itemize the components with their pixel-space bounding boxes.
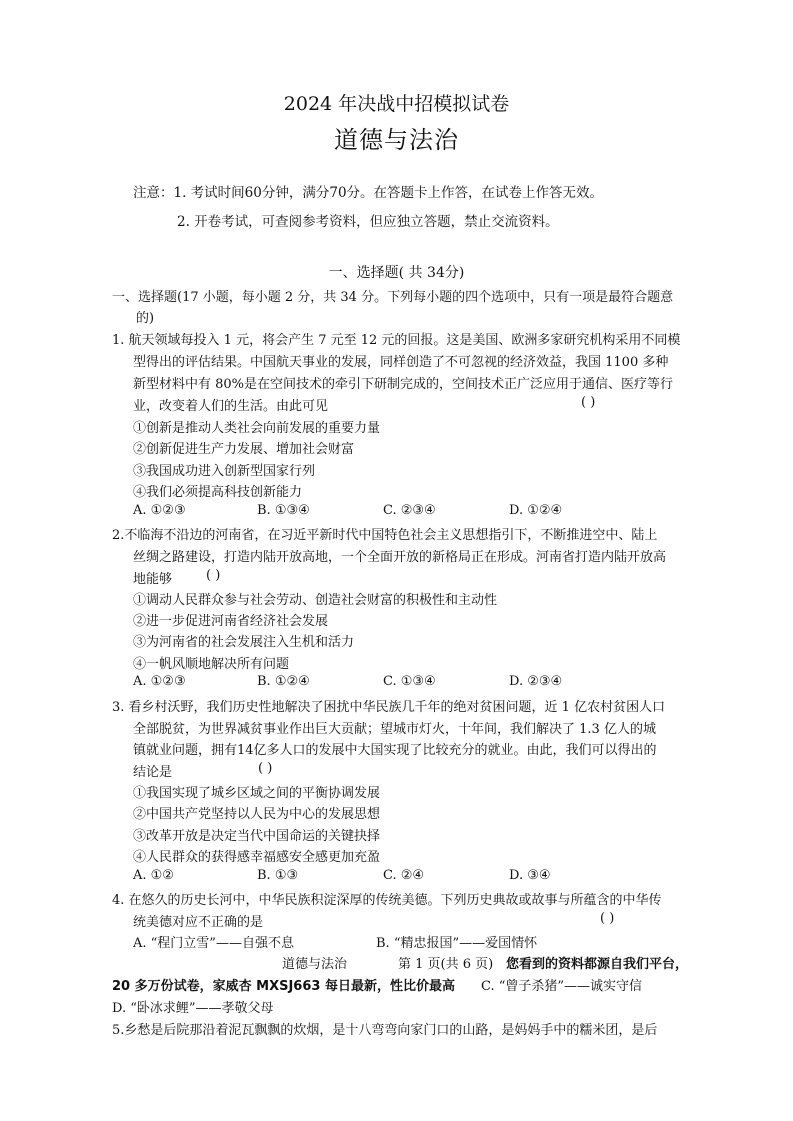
q2-option-d[interactable]: D. ②③④: [509, 674, 563, 689]
q2-statement-3: ③为河南省的社会发展注入生机和活力: [133, 635, 355, 650]
q3-statement-2: ②中国共产党坚持以人民为中心的发展思想: [133, 807, 381, 822]
exam-title: 2024 年决战中招模拟试卷: [283, 93, 510, 115]
q1-statement-3: ③我国成功进入创新型国家行列: [133, 464, 316, 479]
q1-option-a[interactable]: A. ①②③: [133, 503, 186, 518]
footer-page-number: 第 1 页(共 6 页): [398, 957, 494, 972]
q1-stem-line-3: 新型材料中有 80%是在空间技术的牵引下研制完成的，空间技术正广泛应用于通信、医疗等行: [133, 377, 674, 392]
q4-option-d[interactable]: D. “卧冰求鲤”——孝敬父母: [112, 1001, 274, 1016]
q1-option-b[interactable]: B. ①③④: [257, 503, 310, 518]
section-heading: 一、选择题( 共 34分): [328, 265, 465, 281]
q1-option-c[interactable]: C. ②③④: [383, 503, 436, 518]
q4-stem-line-1: 4. 在悠久的历史长河中，中华民族积淀深厚的传统美德。下列历史典故或故事与所蕴含的中华传: [112, 893, 662, 908]
q2-statement-2: ②进一步促进河南省经济社会发展: [133, 614, 329, 629]
footer-subject: 道德与法治: [282, 957, 348, 972]
notice-line-1: 注意：1. 考试时间60分钟，满分70分。在答题卡上作答，在试卷上作答无效。: [133, 185, 604, 201]
q3-stem-line-2: 全部脱贫，为世界减贫事业作出巨大贡献；望城市灯火，十年间，我们解决了 1.3 亿人的城: [133, 722, 656, 737]
q3-answer-paren: ( ): [258, 761, 273, 776]
q3-statement-1: ①我国实现了城乡区域之间的平衡协调发展: [133, 786, 381, 801]
q2-option-c[interactable]: C. ①③④: [383, 674, 436, 689]
q2-statement-1: ①调动人民群众参与社会劳动、创造社会财富的积极性和主动性: [133, 593, 498, 608]
q1-answer-paren: ( ): [581, 395, 596, 410]
q3-option-a[interactable]: A. ①②: [133, 868, 174, 883]
q4-option-a[interactable]: A. “程门立雪”——自强不息: [133, 936, 294, 951]
section-instruction-2: 的): [136, 311, 155, 326]
q4-option-c[interactable]: C. “曾子杀猪”——诚实守信: [481, 979, 643, 994]
q5-stem-line-1: 5.乡愁是后院那沿着泥瓦飘飘的炊烟，是十八弯弯向家门口的山路，是妈妈手中的糯米团，是后: [112, 1023, 658, 1038]
q2-option-a[interactable]: A. ①②③: [133, 674, 186, 689]
footer-ad-line-2: 20 多万份试卷，家威杏 MXSJ663 每日最新，性比价最高: [112, 979, 455, 994]
q1-stem-line-1: 1. 航天领域每投入 1 元，将会产生 7 元至 12 元的回报。这是美国、欧洲多家研究机构采用不同模: [112, 333, 681, 348]
q4-option-b[interactable]: B. “精忠报国”——爱国情怀: [376, 936, 538, 951]
q3-stem-line-4: 结论是: [133, 765, 173, 780]
q3-stem-line-3: 镇就业问题，拥有14亿多人口的发展中大国实现了比较充分的就业。由此，我们可以得出的: [133, 743, 657, 758]
q3-option-d[interactable]: D. ③④: [509, 868, 551, 883]
q3-option-c[interactable]: C. ②④: [383, 868, 425, 883]
q1-option-d[interactable]: D. ①②④: [509, 503, 563, 518]
q4-stem-line-2: 统美德对应不正确的是: [133, 915, 264, 930]
q3-statement-3: ③改革开放是决定当代中国命运的关键抉择: [133, 829, 381, 844]
q2-stem-line-3: 地能够: [133, 572, 173, 587]
q1-statement-4: ④我们必须提高科技创新能力: [133, 485, 303, 500]
notice-line-2: 2. 开卷考试，可查阅参考资料，但应独立答题，禁止交流资料。: [177, 214, 559, 230]
q1-stem-line-2: 型得出的评估结果。中国航天事业的发展，同样创造了不可忽视的经济效益，我国 1100 多种: [133, 355, 669, 370]
q3-stem-line-1: 3. 看乡村沃野，我们历史性地解决了困扰中华民族几千年的绝对贫困问题，近 1 亿农村贫困人口: [112, 700, 666, 715]
q3-option-b[interactable]: B. ①③: [257, 868, 299, 883]
q2-answer-paren: ( ): [206, 568, 221, 583]
q1-statement-1: ①创新是推动人类社会向前发展的重要力量: [133, 421, 381, 436]
q3-statement-4: ④人民群众的获得感幸福感安全感更加充盈: [133, 850, 381, 865]
subject-title: 道德与法治: [334, 126, 459, 154]
q2-stem-line-1: 2.不临海不沿边的河南省，在习近平新时代中国特色社会主义思想指引下，不断推进空中、陆上: [112, 528, 658, 543]
q2-stem-line-2: 丝绸之路建设，打造内陆开放高地，一个全面开放的新格局正在形成。河南省打造内陆开放高: [133, 550, 667, 565]
footer-ad-line-1: 您看到的资料都源自我们平台，: [506, 957, 689, 972]
q4-answer-paren: ( ): [600, 911, 615, 926]
q1-stem-line-4: 业，改变着人们的生活。由此可见: [133, 399, 329, 414]
q1-statement-2: ②创新促进生产力发展、增加社会财富: [133, 442, 355, 457]
q2-statement-4: ④一帆风顺地解决所有问题: [133, 657, 290, 672]
section-instruction-1: 一、选择题(17 小题，每小题 2 分，共 34 分。下列每小题的四个选项中，只有一项是最符合题意: [112, 290, 674, 305]
q2-option-b[interactable]: B. ①②④: [257, 674, 310, 689]
